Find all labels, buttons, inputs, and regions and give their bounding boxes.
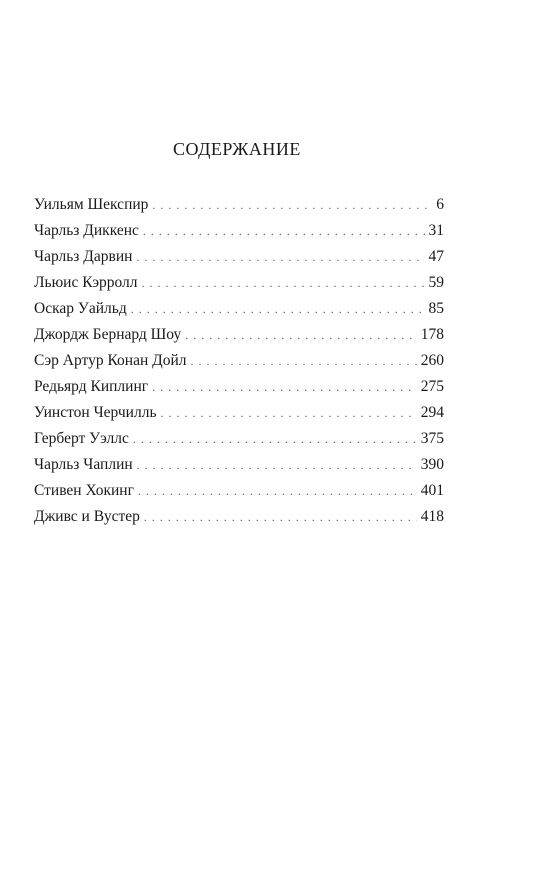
toc-entry-name: Чарльз Диккенс — [34, 222, 139, 239]
toc-entry-page: 260 — [420, 352, 444, 369]
toc-entry[interactable] — [34, 426, 444, 452]
toc-entry[interactable] — [34, 322, 444, 348]
toc-leader-dots — [133, 426, 417, 452]
toc-entry[interactable] — [34, 400, 444, 426]
toc-entry-page: 275 — [420, 378, 444, 395]
toc-entry-page: 31 — [428, 222, 444, 239]
toc-leader-dots — [144, 504, 417, 530]
toc-entry-page: 390 — [420, 456, 444, 473]
toc-entry-name: Джордж Бернард Шоу — [34, 326, 182, 343]
toc-entry-name: Чарльз Дарвин — [34, 248, 133, 265]
toc-entry-name: Дживс и Вустер — [34, 508, 140, 525]
toc-entry[interactable] — [34, 192, 444, 218]
toc-entry[interactable] — [34, 452, 444, 478]
toc-entry-name: Уильям Шекспир — [34, 196, 149, 213]
toc-entry-page: 47 — [428, 248, 444, 265]
toc-leader-dots — [138, 478, 417, 504]
toc-entry-page: 178 — [420, 326, 444, 343]
toc-entry[interactable] — [34, 504, 444, 530]
toc-entry-page: 59 — [428, 274, 444, 291]
toc-entry-name: Стивен Хокинг — [34, 482, 134, 499]
toc-leader-dots — [185, 322, 417, 348]
toc-entry-name: Герберт Уэллс — [34, 430, 129, 447]
toc-entry[interactable] — [34, 478, 444, 504]
toc-title: СОДЕРЖАНИЕ — [173, 139, 301, 160]
toc-leader-dots — [143, 218, 425, 244]
toc-leader-dots — [191, 348, 417, 374]
toc-entry-page: 418 — [420, 508, 444, 525]
toc-entry[interactable] — [34, 348, 444, 374]
toc-entry-page: 294 — [420, 404, 444, 421]
toc-leader-dots — [137, 452, 417, 478]
toc-leader-dots — [131, 296, 425, 322]
toc-entry-name: Чарльз Чаплин — [34, 456, 133, 473]
toc-leader-dots — [161, 400, 417, 426]
toc-entry-page: 401 — [420, 482, 444, 499]
toc-entry-name: Уинстон Черчилль — [34, 404, 157, 421]
toc-entry[interactable] — [34, 296, 444, 322]
toc-entry-page: 6 — [436, 196, 444, 213]
toc-entry-name: Сэр Артур Конан Дойл — [34, 352, 187, 369]
toc-list — [34, 192, 444, 530]
toc-entry-page: 375 — [420, 430, 444, 447]
toc-leader-dots — [152, 192, 432, 218]
toc-leader-dots — [142, 270, 425, 296]
toc-entry-name: Оскар Уайльд — [34, 300, 127, 317]
toc-entry-name: Льюис Кэрролл — [34, 274, 138, 291]
toc-entry[interactable] — [34, 244, 444, 270]
toc-entry[interactable] — [34, 270, 444, 296]
toc-entry-page: 85 — [428, 300, 444, 317]
toc-entry[interactable] — [34, 374, 444, 400]
toc-leader-dots — [152, 374, 417, 400]
toc-leader-dots — [136, 244, 424, 270]
toc-entry-name: Редьярд Киплинг — [34, 378, 149, 395]
toc-entry[interactable] — [34, 218, 444, 244]
